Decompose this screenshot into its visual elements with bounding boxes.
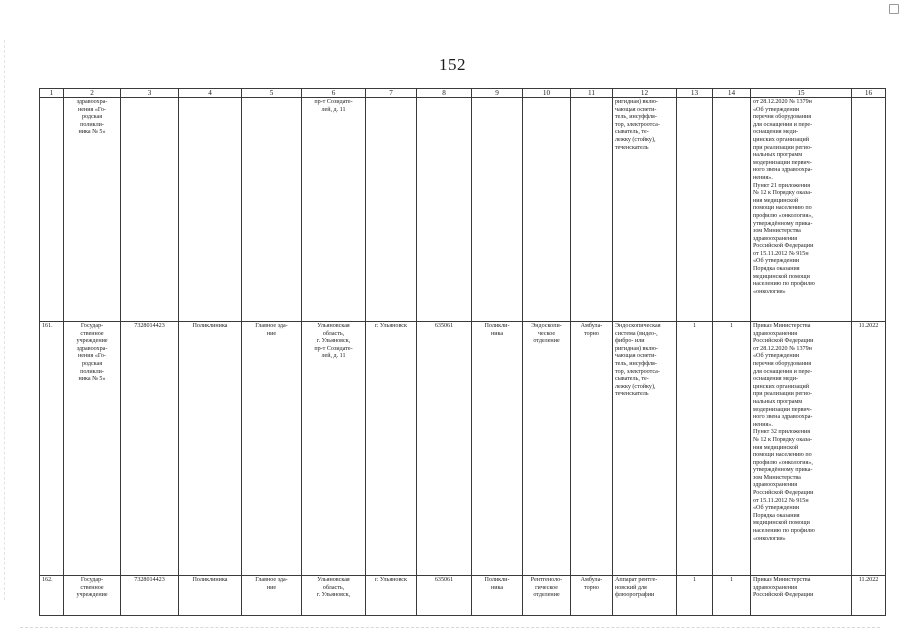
- column-number: 7: [366, 89, 417, 98]
- cell-mode: Амбула- торно: [571, 576, 613, 616]
- cell-building: Главное зда- ние: [242, 576, 302, 616]
- column-number: 3: [121, 89, 179, 98]
- cell-address: Ульяновская область, г. Ульяновск, пр-т Созидате- лей, д. 11: [302, 322, 366, 576]
- column-number: 4: [179, 89, 242, 98]
- cell-number: 161.: [40, 322, 64, 576]
- scan-edge: [4, 40, 6, 600]
- cell-facility-type: [179, 98, 242, 322]
- cell-quantity-needed: 1: [677, 576, 713, 616]
- cell-legal-basis: Приказ Министерства здравоохранения Российской Федерации: [751, 576, 852, 616]
- column-number: 9: [472, 89, 523, 98]
- cell-code: 635061: [417, 322, 472, 576]
- cell-legal-basis: от 28.12.2020 № 1379н «Об утверждении перечня оборудования для оснащения и пере- оснащения меди- цинских организаций при реализации регио- нальных программ модернизации первич- ного звена здравоохра- нения». Пункт 21 приложения № 12 к Порядку оказа- ния медицинской помощи населению по профилю «онкология», утверждённому прика- зом Министерства здравоохранения Российской Федерации от 15.11.2012 № 915н «Об утверждении Порядка оказания медицинской помощи населению по профилю «онкология»: [751, 98, 852, 322]
- table-row-continuation: [40, 98, 886, 322]
- cell-quantity-planned: 1: [713, 576, 751, 616]
- column-number: 5: [242, 89, 302, 98]
- cell-quantity-planned: [713, 98, 751, 322]
- table-row: [40, 576, 886, 616]
- cell-address: Ульяновская область, г. Ульяновск,: [302, 576, 366, 616]
- cell-building: Главное зда- ние: [242, 322, 302, 576]
- cell-city: [366, 98, 417, 322]
- cell-quantity-needed: [677, 98, 713, 322]
- column-number: 11: [571, 89, 613, 98]
- cell-inn: [121, 98, 179, 322]
- equipment-register-table: [39, 88, 886, 616]
- cell-equipment: Эндоскопическая система (видео-, фибро- или ригидная) вклю- чающая освети- тель, инсуффля- тор, электроотса- сыватель, те- лежку (стойку), теченскатель: [613, 322, 677, 576]
- column-number: 13: [677, 89, 713, 98]
- cell-address: пр-т Созидате- лей, д. 11: [302, 98, 366, 322]
- column-number: 15: [751, 89, 852, 98]
- column-number: 2: [64, 89, 121, 98]
- cell-mode: Амбула- торно: [571, 322, 613, 576]
- cell-inn: 7328014423: [121, 576, 179, 616]
- cell-date: [852, 98, 886, 322]
- column-number: 16: [852, 89, 886, 98]
- scan-noise: [20, 627, 880, 630]
- cell-unit: [472, 98, 523, 322]
- cell-legal-basis: Приказ Министерства здравоохранения Российской Федерации от 28.12.2020 № 1379н «Об утверждении перечня оборудования для оснащения и пере- оснащения меди- цинских организаций при реализации регио- нальных программ модернизации первич- ного звена здравоохра- нения». Пункт 32 приложения № 12 к Порядку оказа- ния медицинской помощи населению по профилю «онкология», утверждённому прика- зом Министерства здравоохранения Российской Федерации от 15.11.2012 № 915н «Об утверждении Порядка оказания медицинской помощи населению по профилю «онкология»: [751, 322, 852, 576]
- column-number-row: [40, 89, 886, 98]
- column-number: 12: [613, 89, 677, 98]
- page-number: 152: [439, 55, 466, 74]
- column-number: 1: [40, 89, 64, 98]
- cell-city: г. Ульяновск: [366, 576, 417, 616]
- cell-mode: [571, 98, 613, 322]
- cell-facility-type: Поликлиника: [179, 322, 242, 576]
- cell-department: [523, 98, 571, 322]
- cell-facility-type: Поликлиника: [179, 576, 242, 616]
- cell-quantity-planned: 1: [713, 322, 751, 576]
- cell-inn: 7328014423: [121, 322, 179, 576]
- column-number: 14: [713, 89, 751, 98]
- cell-date: 11.2022: [852, 576, 886, 616]
- cell-organization: здравоохра- нения «Го- родская поликли- ника № 5»: [64, 98, 121, 322]
- cell-quantity-needed: 1: [677, 322, 713, 576]
- cell-unit: Поликли- ника: [472, 322, 523, 576]
- cell-department: Эндоскопи- ческое отделение: [523, 322, 571, 576]
- cell-organization: Государ- ственное учреждение здравоохра- нения «Го- родская поликли- ника № 5»: [64, 322, 121, 576]
- cell-number: 162.: [40, 576, 64, 616]
- column-number: 8: [417, 89, 472, 98]
- cell-department: Рентгеноло- гическое отделение: [523, 576, 571, 616]
- cell-number: [40, 98, 64, 322]
- cell-code: 635061: [417, 576, 472, 616]
- table-row: [40, 322, 886, 576]
- cell-unit: Поликли- ника: [472, 576, 523, 616]
- cell-city: г. Ульяновск: [366, 322, 417, 576]
- cell-equipment: Аппарат рентге- новский для флюорографии: [613, 576, 677, 616]
- cell-equipment: ригидная) вклю- чающая освети- тель, инсуффля- тор, электроотса- сыватель, те- лежку (стойку), теченскатель: [613, 98, 677, 322]
- column-number: 6: [302, 89, 366, 98]
- column-number: 10: [523, 89, 571, 98]
- cell-organization: Государ- ственное учреждение: [64, 576, 121, 616]
- cell-date: 11.2022: [852, 322, 886, 576]
- cell-code: [417, 98, 472, 322]
- cell-building: [242, 98, 302, 322]
- scan-corner-mark: [889, 4, 899, 14]
